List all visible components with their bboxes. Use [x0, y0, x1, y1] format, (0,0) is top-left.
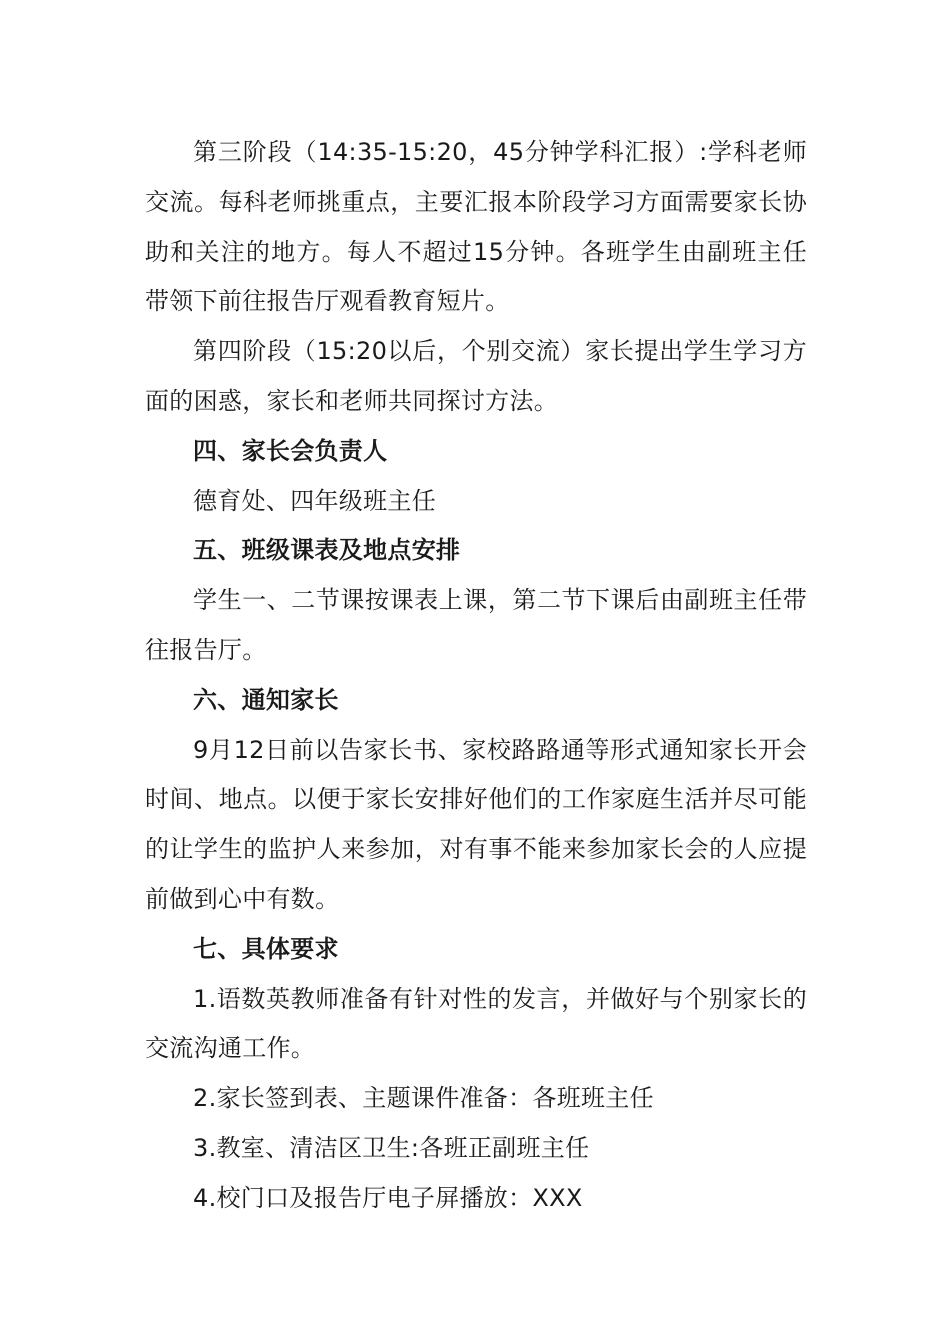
- paragraph-responsible: 德育处、四年级班主任: [193, 486, 436, 515]
- requirement-item-2: 2.家长签到表、主题课件准备：各班班主任: [193, 1084, 654, 1113]
- paragraph-schedule: 学生一、二节课按课表上课，第二节下课后由副班主任带往报告厅。: [145, 586, 807, 664]
- paragraph-stage-three: 第三阶段（14:35-15:20，45分钟学科汇报）:学科老师交流。每科老师挑重点，主要汇报本阶段学习方面需要家长协助和关注的地方。每人不超过15分钟。各班学生由副班主任带领下前往报告厅观看教育短片。: [145, 138, 807, 316]
- section-heading-notify: 六、通知家长: [193, 685, 339, 714]
- requirement-item-1: 1.语数英教师准备有针对性的发言，并做好与个别家长的交流沟通工作。: [145, 984, 807, 1063]
- requirement-item-4: 4.校门口及报告厅电子屏播放：XXX: [193, 1183, 583, 1212]
- paragraph-notify: 9月12日前以告家长书、家校路路通等形式通知家长开会时间、地点。以便于家长安排好他们的工作家庭生活并尽可能的让学生的监护人来参加，对有事不能来参加家长会的人应提前做到心中有数。: [145, 735, 807, 913]
- paragraph-stage-four: 第四阶段（15:20以后，个别交流）家长提出学生学习方面的困惑，家长和老师共同探讨方法。: [145, 337, 807, 415]
- section-heading-responsible: 四、家长会负责人: [193, 436, 388, 465]
- requirement-item-3: 3.教室、清洁区卫生:各班正副班主任: [193, 1133, 590, 1162]
- section-heading-schedule: 五、班级课表及地点安排: [193, 536, 461, 565]
- section-heading-requirements: 七、具体要求: [193, 934, 339, 963]
- document-body: [145, 128, 807, 1224]
